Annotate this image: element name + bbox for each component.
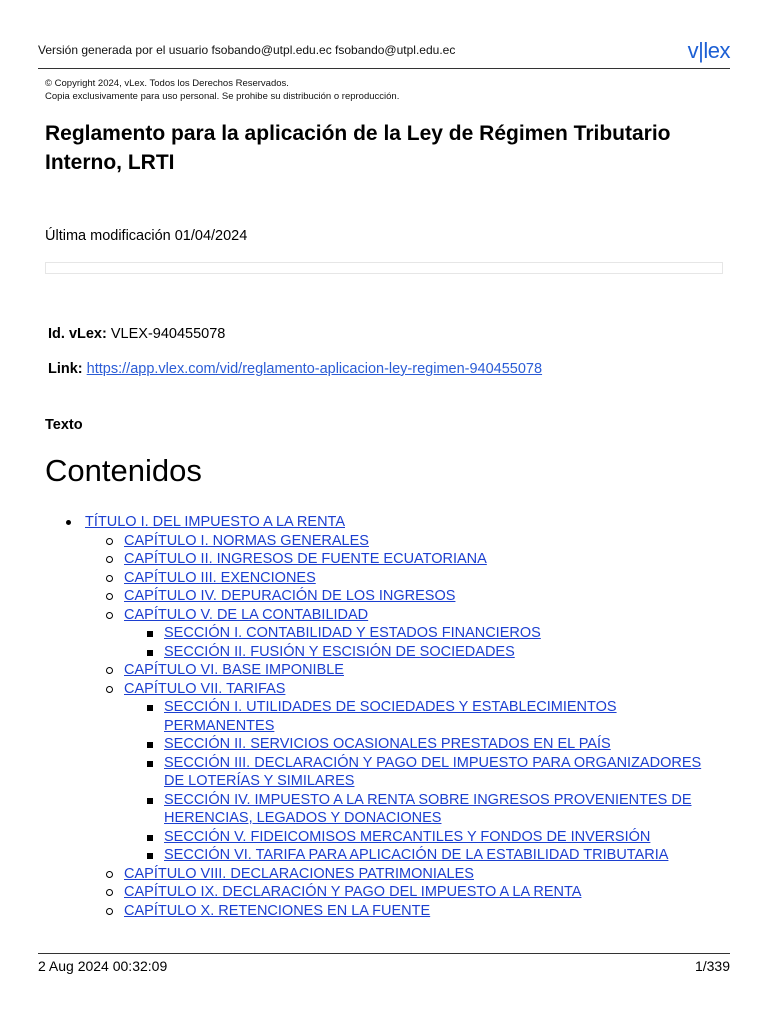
toc-link-cap7-seccion-6[interactable]: SECCIÓN VI. TARIFA PARA APLICACIÓN DE LA ESTABILIDAD TRIBUTARIA <box>164 847 669 863</box>
toc-link-capitulo-1[interactable]: CAPÍTULO I. NORMAS GENERALES <box>124 532 369 549</box>
contents-heading: Contenidos <box>45 453 202 488</box>
toc-link-cap7-seccion-2[interactable]: SECCIÓN II. SERVICIOS OCASIONALES PRESTADOS EN EL PAÍS <box>164 736 611 752</box>
toc-item <box>124 698 725 735</box>
toc-item <box>85 902 725 921</box>
vlex-id-value: VLEX-940455078 <box>110 326 226 342</box>
last-modified: Última modificación 01/04/2024 <box>45 228 248 244</box>
toc-item <box>85 532 725 551</box>
toc-item <box>45 513 725 920</box>
document-link[interactable]: https://app.vlex.com/vid/reglamento-aplicacion-ley-regimen-940455078 <box>86 361 543 377</box>
toc-link-capitulo-8[interactable]: CAPÍTULO VIII. DECLARACIONES PATRIMONIALES <box>124 865 474 882</box>
toc-item <box>85 550 725 569</box>
toc-link-capitulo-3[interactable]: CAPÍTULO III. EXENCIONES <box>124 569 316 586</box>
table-of-contents <box>45 513 725 920</box>
toc-item <box>124 846 725 865</box>
page-number: 1/339 <box>694 958 730 974</box>
texto-label: Texto <box>45 417 83 433</box>
copyright-notice <box>45 77 399 103</box>
empty-box <box>45 262 723 274</box>
toc-item <box>85 865 725 884</box>
toc-link-capitulo-9[interactable]: CAPÍTULO IX. DECLARACIÓN Y PAGO DEL IMPUESTO A LA RENTA <box>124 884 582 900</box>
link-label: Link: <box>48 361 83 377</box>
toc-link-capitulo-7[interactable]: CAPÍTULO VII. TARIFAS <box>124 680 286 697</box>
vlex-id-label: Id. vLex: <box>48 326 107 342</box>
logo-v: v <box>687 38 699 63</box>
toc-link-capitulo-6[interactable]: CAPÍTULO VI. BASE IMPONIBLE <box>124 662 344 678</box>
header-divider <box>38 68 730 69</box>
toc-item <box>85 883 725 902</box>
toc-item <box>85 606 725 662</box>
logo-lex: lex <box>703 38 730 63</box>
copyright-line-1: © Copyright 2024, vLex. Todos los Derechos Reservados. <box>45 78 289 89</box>
toc-link-capitulo-4[interactable]: CAPÍTULO IV. DEPURACIÓN DE LOS INGRESOS <box>124 588 456 604</box>
vlex-logo[interactable] <box>688 38 730 64</box>
toc-link-titulo-1[interactable]: TÍTULO I. DEL IMPUESTO A LA RENTA <box>85 514 345 530</box>
toc-link-capitulo-5[interactable]: CAPÍTULO V. DE LA CONTABILIDAD <box>124 606 369 623</box>
logo-bar: | <box>698 38 704 63</box>
document-link-line <box>48 361 542 377</box>
generated-by-text: Versión generada por el usuario fsobando@utpl.edu.ec fsobando@utpl.edu.ec <box>38 43 456 57</box>
toc-item <box>124 643 725 662</box>
footer-divider <box>38 953 730 954</box>
toc-item <box>124 735 725 754</box>
toc-item <box>124 754 725 791</box>
copyright-line-2: Copia exclusivamente para uso personal. Se prohibe su distribución o reproducción. <box>45 91 400 102</box>
toc-link-cap7-seccion-4[interactable]: SECCIÓN IV. IMPUESTO A LA RENTA SOBRE INGRESOS PROVENIENTES DE HERENCIAS, LEGADOS Y DONACIONES <box>164 791 692 826</box>
toc-item <box>85 587 725 606</box>
toc-item <box>124 828 725 847</box>
toc-link-cap5-seccion-1[interactable]: SECCIÓN I. CONTABILIDAD Y ESTADOS FINANCIEROS <box>164 625 541 641</box>
toc-item <box>85 661 725 680</box>
document-title: Reglamento para la aplicación de la Ley de Régimen Tributario Interno, LRTI <box>45 122 671 174</box>
toc-link-cap7-seccion-5[interactable]: SECCIÓN V. FIDEICOMISOS MERCANTILES Y FONDOS DE INVERSIÓN <box>164 828 651 845</box>
footer-date: 2 Aug 2024 00:32:09 <box>38 958 168 974</box>
toc-item <box>85 680 725 865</box>
toc-item <box>85 569 725 588</box>
toc-link-cap7-seccion-1[interactable]: SECCIÓN I. UTILIDADES DE SOCIEDADES Y ESTABLECIMIENTOS PERMANENTES <box>164 699 617 734</box>
toc-item <box>124 791 725 828</box>
vlex-id-line <box>48 326 225 342</box>
toc-link-capitulo-10[interactable]: CAPÍTULO X. RETENCIONES EN LA FUENTE <box>124 902 431 919</box>
toc-item <box>124 624 725 643</box>
toc-link-capitulo-2[interactable]: CAPÍTULO II. INGRESOS DE FUENTE ECUATORIANA <box>124 551 487 567</box>
toc-link-cap7-seccion-3[interactable]: SECCIÓN III. DECLARACIÓN Y PAGO DEL IMPUESTO PARA ORGANIZADORES DE LOTERÍAS Y SIMILARES <box>164 754 702 789</box>
toc-link-cap5-seccion-2[interactable]: SECCIÓN II. FUSIÓN Y ESCISIÓN DE SOCIEDADES <box>164 643 515 660</box>
